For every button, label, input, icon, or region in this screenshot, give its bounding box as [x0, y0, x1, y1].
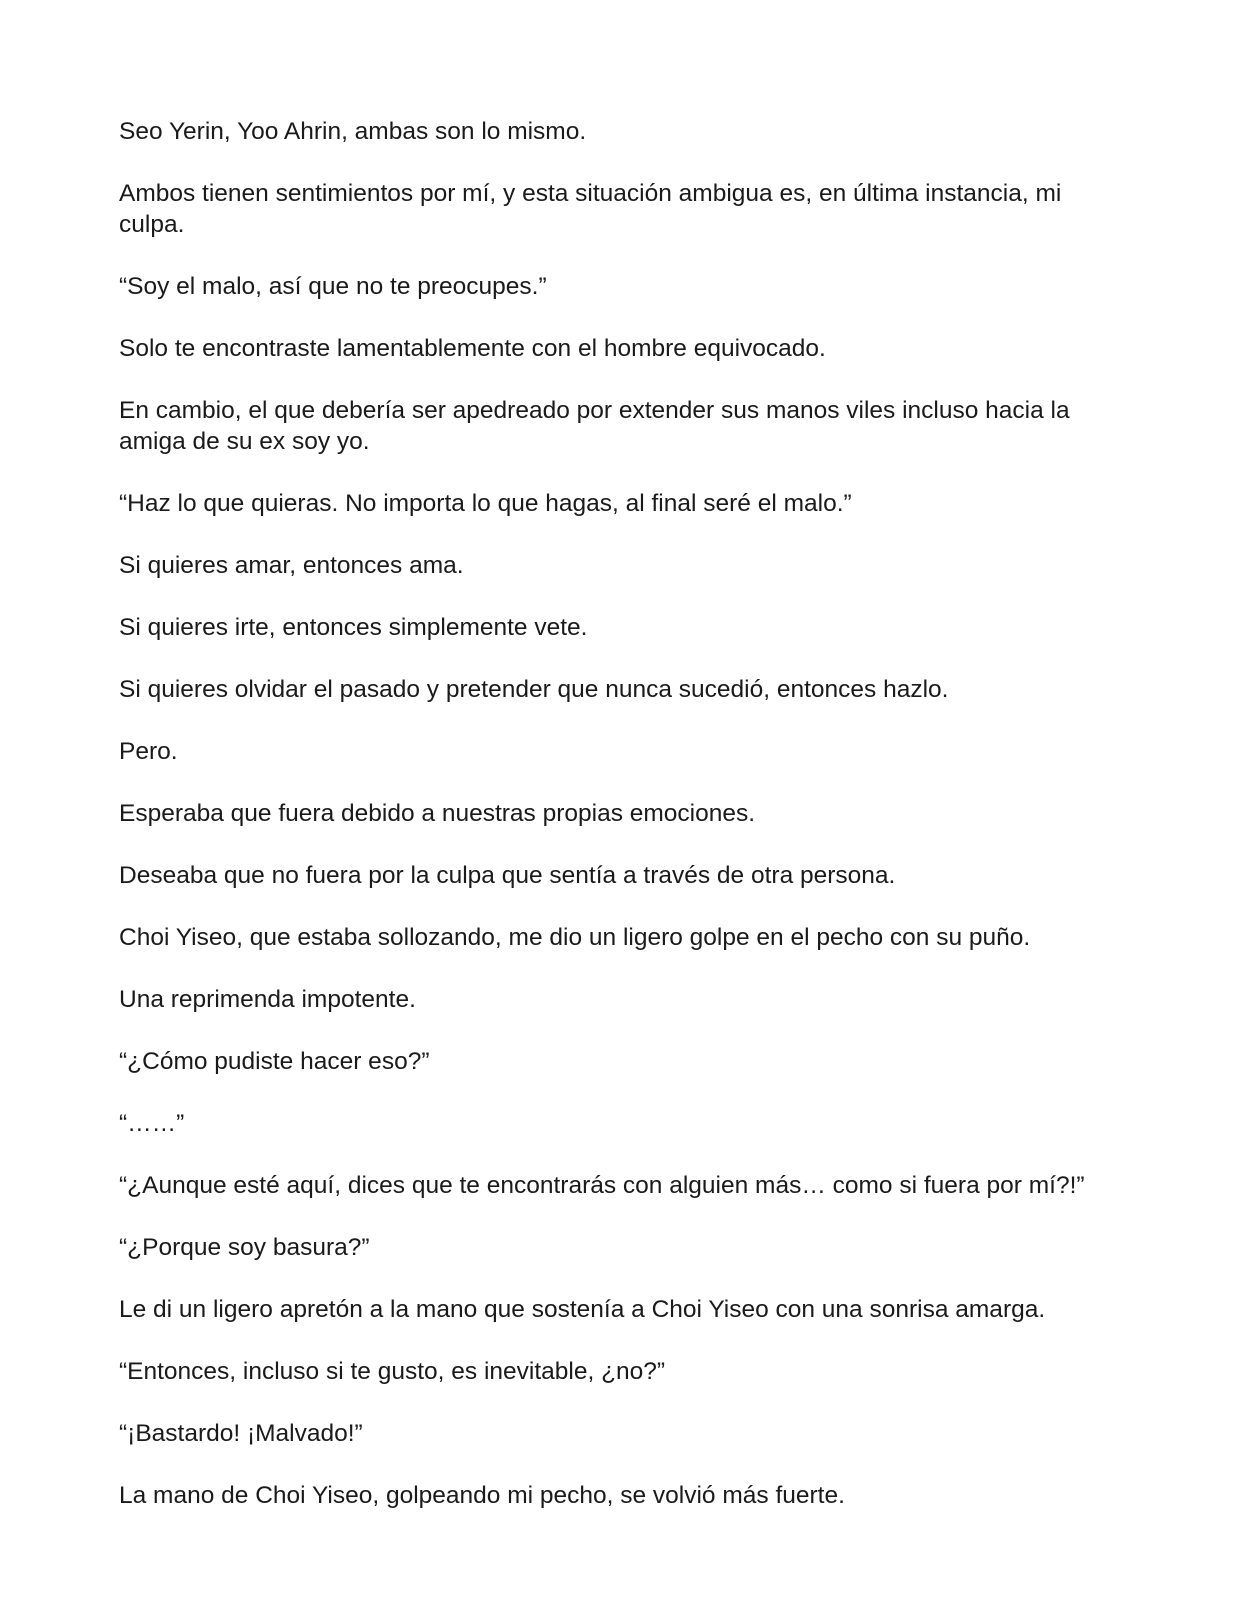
- paragraph: Choi Yiseo, que estaba sollozando, me dio un ligero golpe en el pecho con su puño.: [119, 924, 1031, 951]
- paragraph: “¿Porque soy basura?”: [119, 1234, 370, 1261]
- paragraph: Esperaba que fuera debido a nuestras propias emociones.: [119, 800, 756, 827]
- paragraph: Le di un ligero apretón a la mano que sostenía a Choi Yiseo con una sonrisa amarga.: [119, 1296, 1046, 1323]
- paragraph: “Haz lo que quieras. No importa lo que hagas, al final seré el malo.”: [119, 490, 852, 517]
- paragraph: Si quieres amar, entonces ama.: [119, 552, 464, 579]
- paragraph: “Entonces, incluso si te gusto, es inevitable, ¿no?”: [119, 1358, 666, 1385]
- paragraph: “¿Aunque esté aquí, dices que te encontrarás con alguien más… como si fuera por mí?!”: [119, 1172, 1085, 1199]
- paragraph: “¡Bastardo! ¡Malvado!”: [119, 1420, 363, 1447]
- paragraph: Pero.: [119, 738, 178, 765]
- paragraph: Una reprimenda impotente.: [119, 986, 416, 1013]
- paragraph: En cambio, el que debería ser apedreado por extender sus manos viles incluso hacia la amiga de su ex soy yo.: [119, 397, 1070, 455]
- document-body: [119, 116, 1129, 1542]
- paragraph: Deseaba que no fuera por la culpa que sentía a través de otra persona.: [119, 862, 896, 889]
- paragraph: “Soy el malo, así que no te preocupes.”: [119, 273, 547, 300]
- paragraph: “……”: [119, 1110, 185, 1137]
- paragraph: Si quieres olvidar el pasado y pretender que nunca sucedió, entonces hazlo.: [119, 676, 949, 703]
- paragraph: Ambos tienen sentimientos por mí, y esta situación ambigua es, en última instancia, mi culpa.: [119, 180, 1062, 238]
- paragraph: La mano de Choi Yiseo, golpeando mi pecho, se volvió más fuerte.: [119, 1482, 845, 1509]
- paragraph: Seo Yerin, Yoo Ahrin, ambas son lo mismo.: [119, 118, 587, 145]
- paragraph: “¿Cómo pudiste hacer eso?”: [119, 1048, 430, 1075]
- paragraph: Solo te encontraste lamentablemente con el hombre equivocado.: [119, 335, 826, 362]
- paragraph: Si quieres irte, entonces simplemente vete.: [119, 614, 588, 641]
